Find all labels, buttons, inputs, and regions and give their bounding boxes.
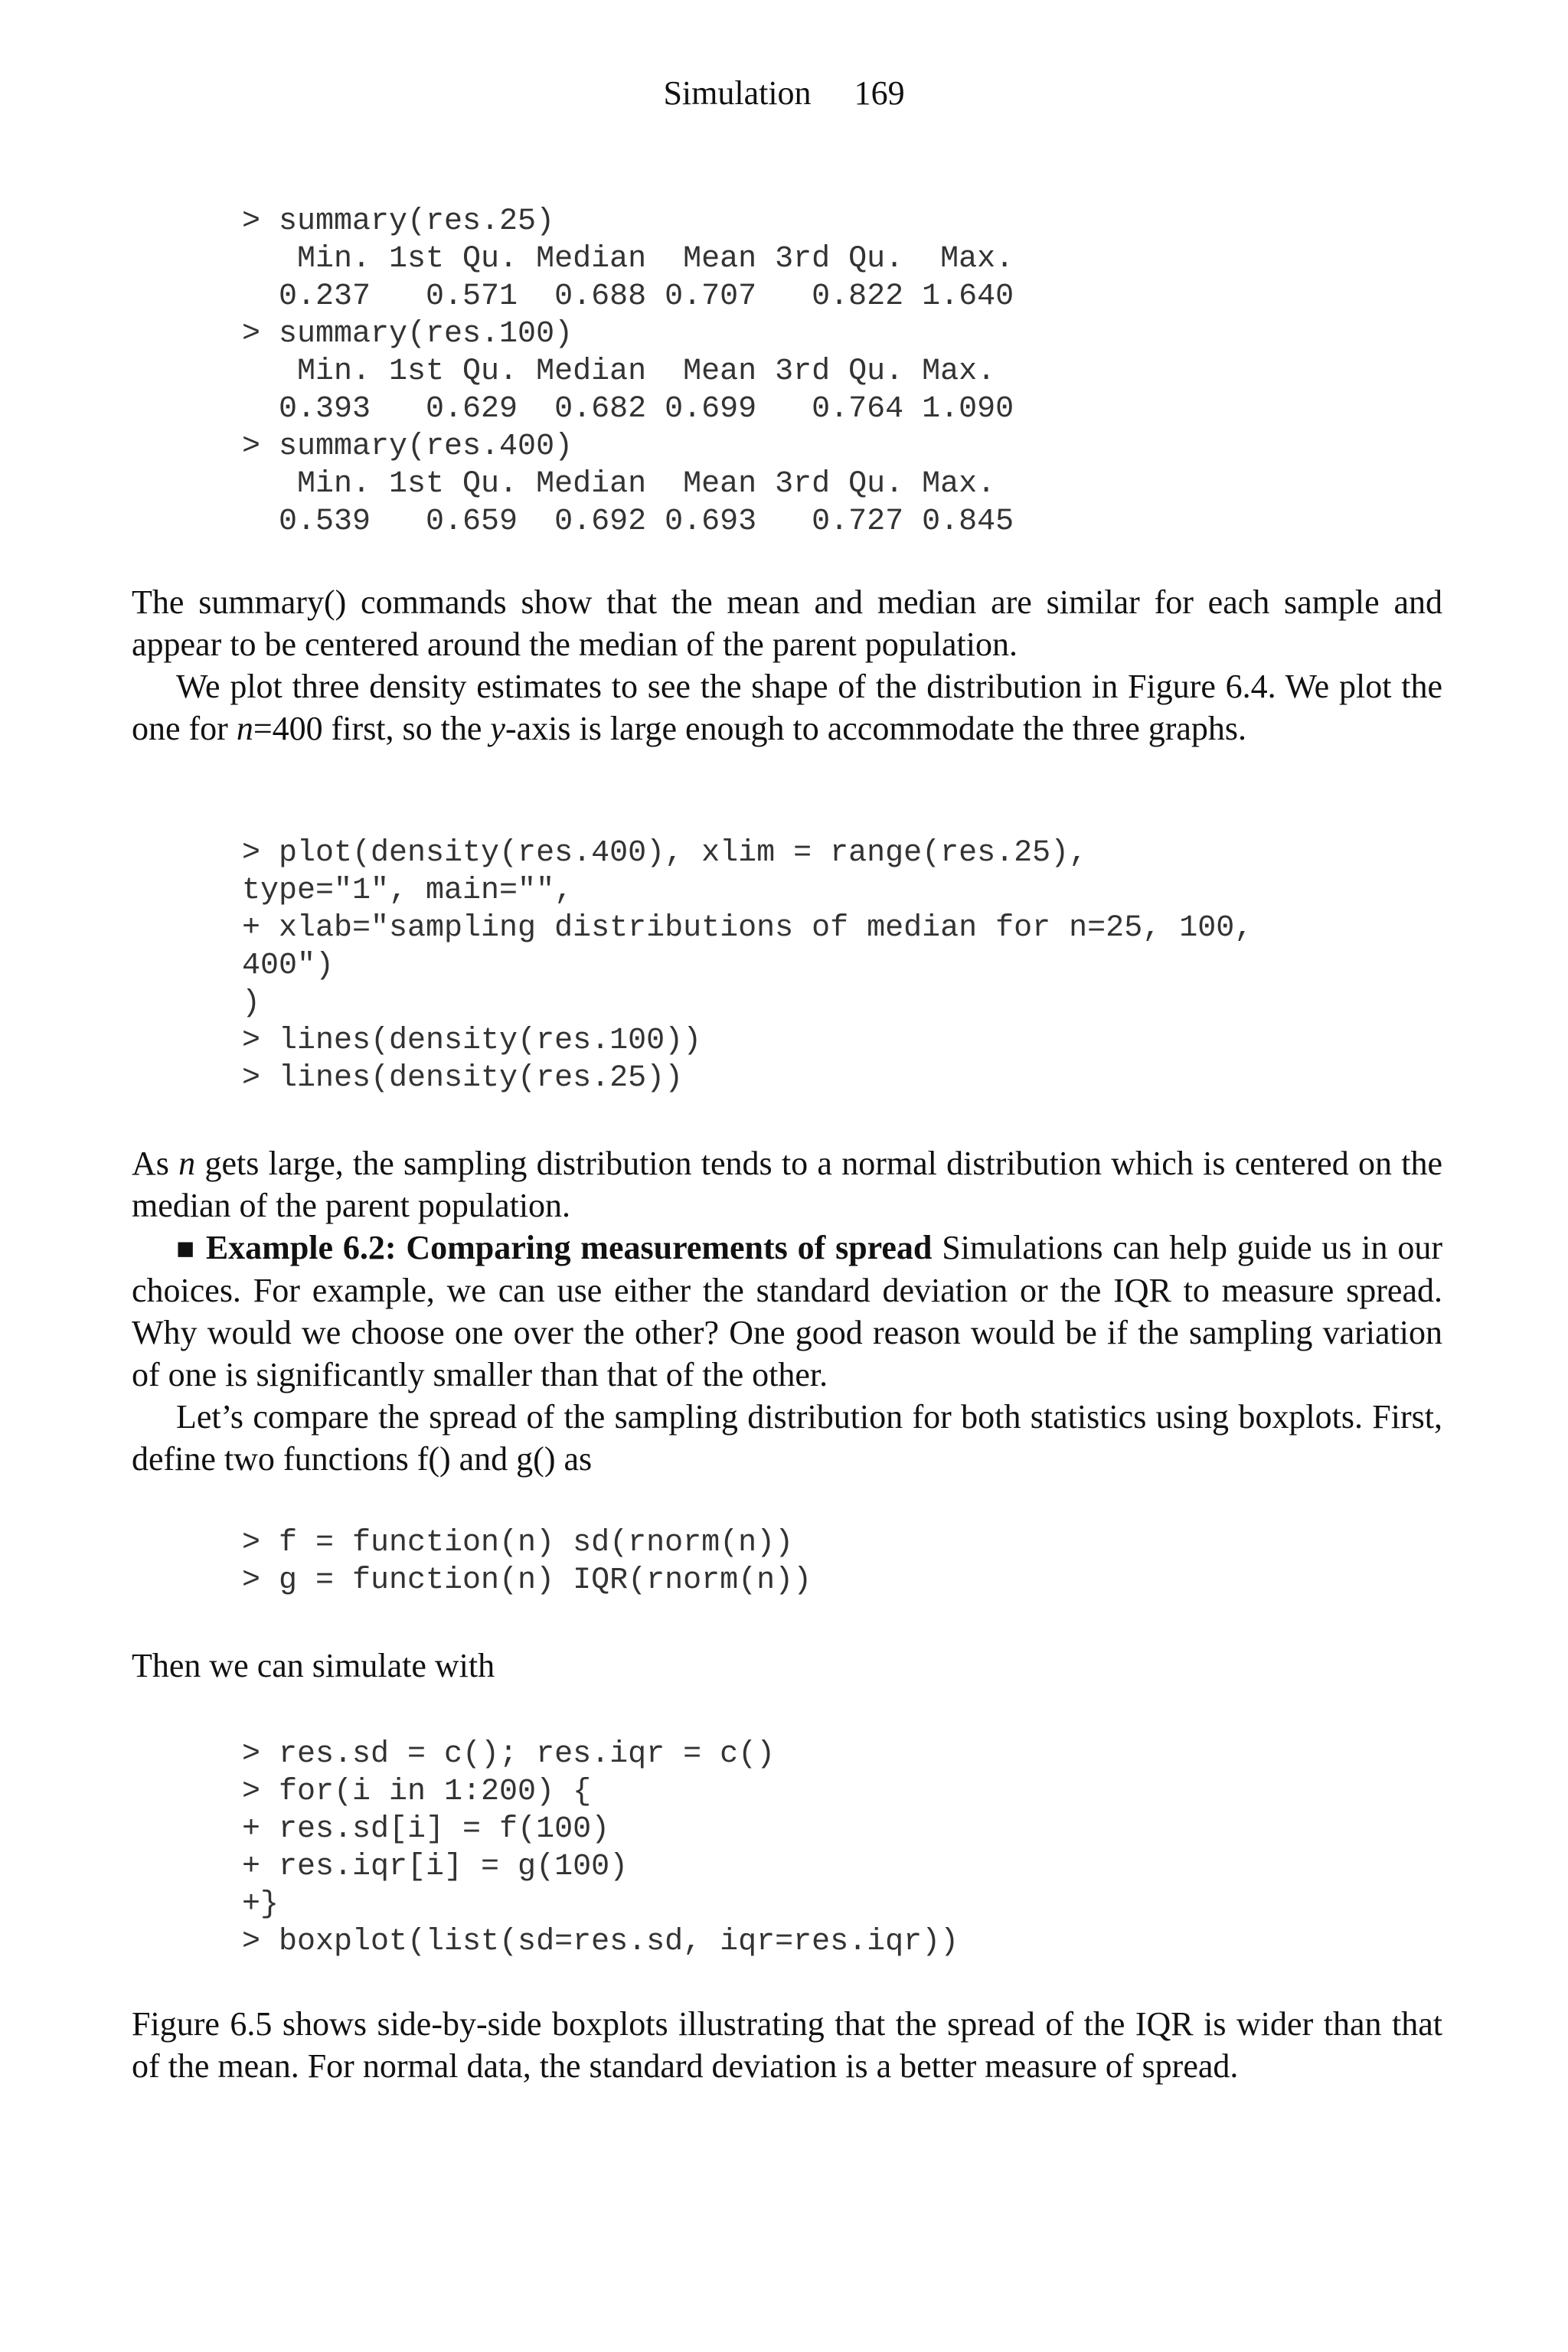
code-line: + res.iqr[i] = g(100) — [242, 1850, 629, 1884]
italic-n: n — [236, 710, 253, 747]
code-line: > f = function(n) sd(rnorm(n)) — [242, 1526, 794, 1560]
code-line: 0.393 0.629 0.682 0.699 0.764 1.090 — [242, 392, 1014, 426]
code-line: type="1", main="", — [242, 874, 573, 908]
text-block-2 — [132, 1142, 1442, 1480]
code-line: > boxplot(list(sd=res.sd, iqr=res.iqr)) — [242, 1925, 959, 1959]
code-block-density — [242, 835, 1253, 1097]
example-title: Example 6.2: Comparing measurements of spread — [205, 1229, 933, 1266]
text-block-4 — [132, 2003, 1442, 2087]
code-line: > summary(res.100) — [242, 317, 573, 351]
code-line: 400") — [242, 949, 335, 983]
code-block-simulate — [242, 1736, 959, 1961]
code-line: Min. 1st Qu. Median Mean 3rd Qu. Max. — [242, 467, 996, 501]
code-line: > summary(res.25) — [242, 204, 555, 239]
code-line: +} — [242, 1887, 279, 1922]
running-head — [0, 74, 1568, 113]
text-block-1 — [132, 581, 1442, 750]
code-line: > g = function(n) IQR(rnorm(n)) — [242, 1563, 812, 1598]
square-bullet-icon: ■ — [176, 1231, 196, 1266]
text-block-3 — [132, 1645, 1442, 1687]
code-line: + res.sd[i] = f(100) — [242, 1812, 610, 1847]
code-line: 0.237 0.571 0.688 0.707 0.822 1.640 — [242, 279, 1014, 314]
paragraph-example: ■ Example 6.2: Comparing measurements of spread Simulations can help guide us in our choices. For example, we can use either the standard deviation or the IQR to measure spread. Why would we choose one over the other? One good reason would be if the sampling variation of one is significantly smaller than that of the other. — [132, 1229, 1443, 1393]
code-block-summary — [242, 203, 1014, 541]
code-block-functions — [242, 1524, 812, 1599]
code-line: 0.539 0.659 0.692 0.693 0.727 0.845 — [242, 505, 1014, 539]
paragraph-normal: As n gets large, the sampling distribution tends to a normal distribution which is centered on the median of the parent population. — [132, 1145, 1442, 1224]
paragraph-summary: The summary() commands show that the mean and median are similar for each sample and appear to be centered around the median of the parent population. — [132, 583, 1442, 663]
code-line: Min. 1st Qu. Median Mean 3rd Qu. Max. — [242, 242, 1014, 276]
paragraph-compare: Let’s compare the spread of the sampling distribution for both statistics using boxplots. First, define two functions f() and g() as — [132, 1398, 1442, 1478]
italic-y: y — [490, 710, 505, 747]
paragraph-figure: Figure 6.5 shows side-by-side boxplots illustrating that the spread of the IQR is wider than that of the mean. For normal data, the standard deviation is a better measure of spread. — [132, 2005, 1442, 2085]
code-line: Min. 1st Qu. Median Mean 3rd Qu. Max. — [242, 354, 996, 389]
code-line: > lines(density(res.25)) — [242, 1061, 684, 1096]
italic-n: n — [178, 1145, 196, 1182]
code-line: > summary(res.400) — [242, 430, 573, 464]
code-line: > res.sd = c(); res.iqr = c() — [242, 1737, 776, 1772]
code-line: ) — [242, 986, 261, 1021]
page-number: 169 — [854, 74, 905, 112]
code-line: > for(i in 1:200) { — [242, 1775, 592, 1809]
code-line: + xlab="sampling distributions of median for n=25, 100, — [242, 911, 1253, 946]
paragraph-density: We plot three density estimates to see the shape of the distribution in Figure 6.4. We plot the one for n=400 first, so the y-axis is large enough to accommodate the three graphs. — [132, 668, 1442, 747]
paragraph-simulate: Then we can simulate with — [132, 1647, 495, 1684]
code-line: > plot(density(res.400), xlim = range(res.25), — [242, 836, 1088, 871]
code-line: > lines(density(res.100)) — [242, 1024, 702, 1058]
running-head-title: Simulation — [663, 74, 812, 112]
